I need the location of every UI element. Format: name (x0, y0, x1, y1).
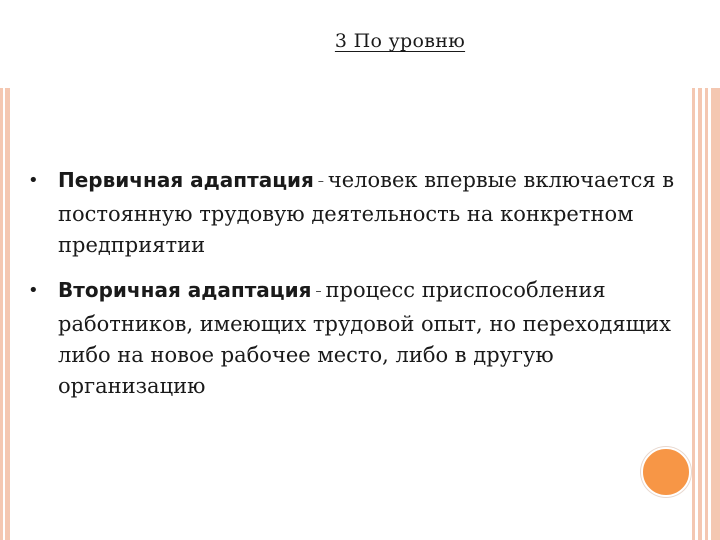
slide-title-container (0, 30, 720, 52)
bullet-dot-icon: • (28, 280, 39, 301)
bullet-text: процесс приспособления работников, имеющих трудовой опыт, но переходящих либо на новое рабочее место, либо в другую организацию (58, 278, 671, 398)
bullet-item-primary-adaptation (28, 165, 678, 261)
bullet-term: Вторичная адаптация (58, 278, 312, 302)
bullet-term: Первичная адаптация (58, 168, 314, 192)
bullet-list (28, 165, 678, 416)
bullet-text: человек впервые включается в постоянную трудовую деятельность на конкретном предприятии (58, 168, 675, 257)
bullet-dash: – (317, 174, 324, 188)
bullet-dot-icon: • (28, 170, 39, 191)
slide-title: 3 По уровню (334, 30, 466, 52)
right-decorative-stripes (688, 88, 720, 540)
bullet-item-secondary-adaptation (28, 275, 678, 402)
left-decorative-stripes (0, 88, 16, 540)
bullet-dash: – (315, 284, 322, 298)
decorative-orange-circle (641, 447, 691, 497)
